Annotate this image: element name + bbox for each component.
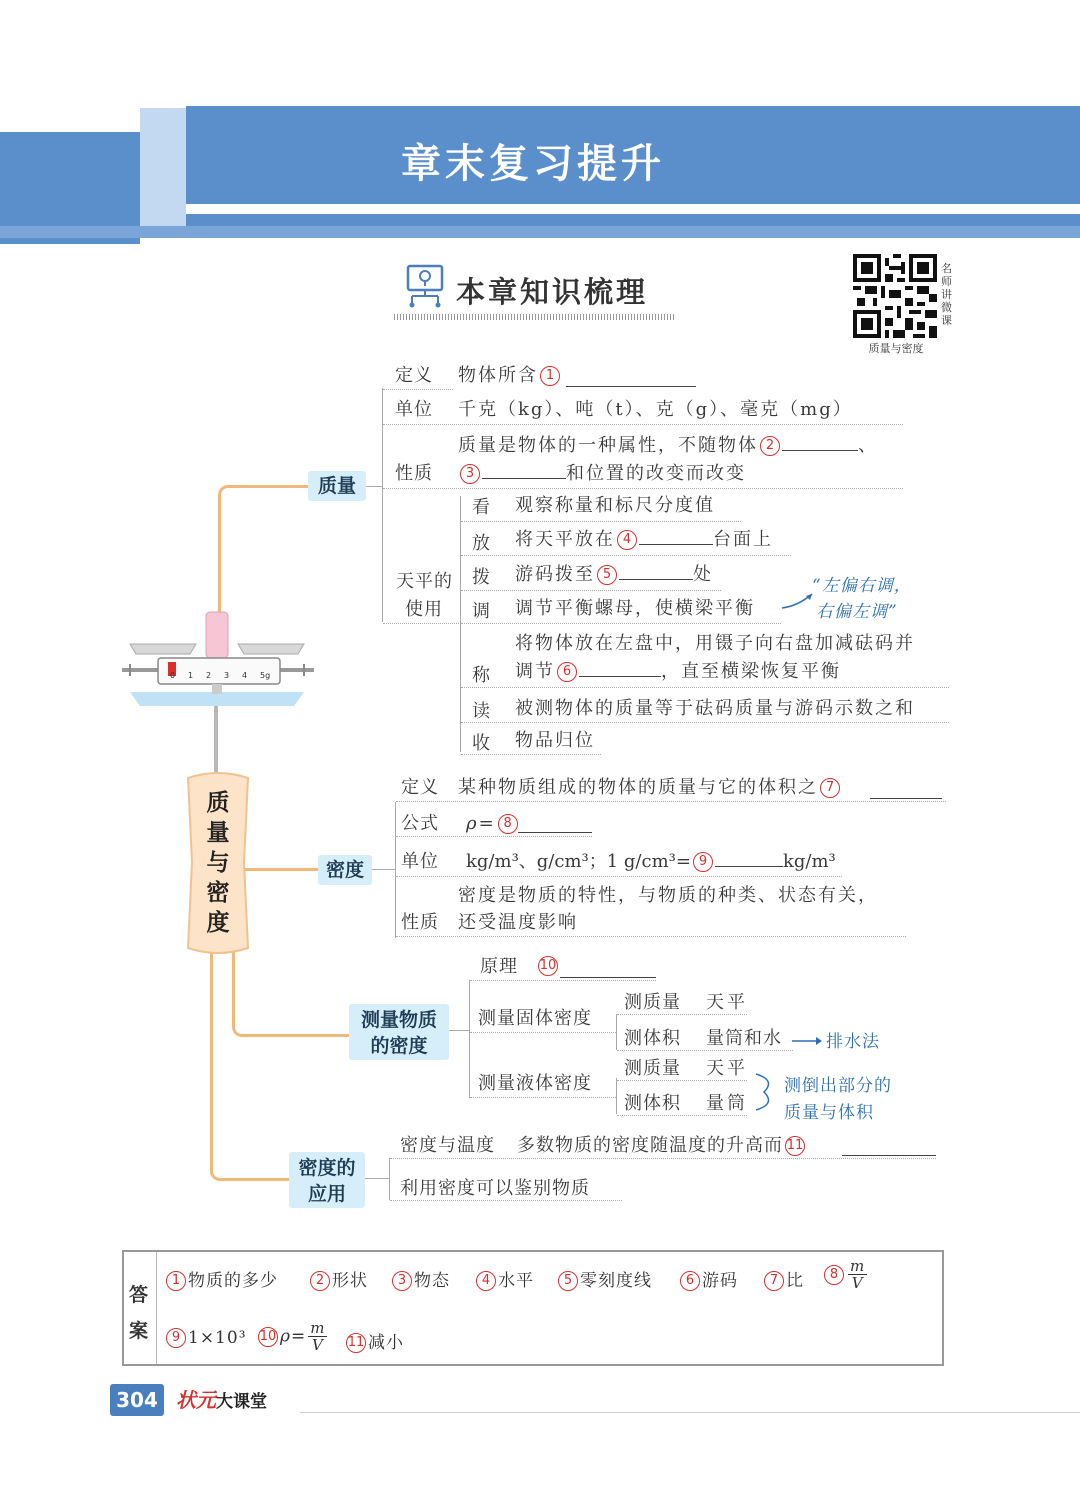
answer-4: 4 水平 bbox=[474, 1266, 534, 1291]
measure-liquid: 测量液体密度 bbox=[478, 1073, 592, 1094]
note-balance-2: 右偏左调” bbox=[816, 602, 898, 622]
density-prop-key: 性质 bbox=[401, 912, 439, 933]
step-slide-text: 游码拨至 5 处 bbox=[515, 564, 713, 585]
page-title: 章末复习提升 bbox=[401, 141, 665, 187]
branch-mass bbox=[218, 485, 313, 618]
answer-2: 2 形状 bbox=[308, 1266, 368, 1291]
footer-rule bbox=[300, 1412, 1080, 1413]
liquid-mass-key: 测质量 bbox=[624, 1058, 681, 1079]
step-slide-key: 拨 bbox=[472, 567, 491, 588]
scale-tick-3: 3 bbox=[224, 671, 230, 680]
liquid-balance: 天平 bbox=[706, 1058, 748, 1079]
center-label: 质量与密度 bbox=[206, 790, 230, 936]
application-temp-text: 多数物质的密度随温度的升高而 11 bbox=[517, 1135, 804, 1156]
note-arrow bbox=[780, 590, 816, 612]
node-measure-line2: 的密度 bbox=[370, 1035, 428, 1057]
step-look-key: 看 bbox=[472, 497, 491, 518]
answer-1: 1 物质的多少 bbox=[164, 1266, 278, 1291]
node-mass[interactable]: 质量 bbox=[308, 471, 366, 501]
node-application-line1: 密度的 bbox=[298, 1157, 356, 1179]
scale-tick-4: 4 bbox=[242, 671, 248, 680]
application-bracket bbox=[389, 1158, 390, 1200]
solid-volume-key: 测体积 bbox=[624, 1028, 681, 1049]
mass-unit-text: 千克（kg）、吨（t）、克（g）、毫克（mg） bbox=[458, 399, 853, 420]
measure-principle-key: 原理 bbox=[480, 956, 518, 977]
liquid-cylinder: 量筒 bbox=[706, 1093, 748, 1114]
density-unit-key: 单位 bbox=[401, 851, 439, 872]
central-stem bbox=[214, 706, 218, 772]
blank-10[interactable] bbox=[560, 977, 656, 978]
step-weigh-line2: 调节 6 ，直至横梁恢复平衡 bbox=[515, 661, 841, 682]
node-density[interactable]: 密度 bbox=[318, 855, 372, 885]
answer-6: 6 游码 bbox=[678, 1266, 738, 1291]
answer-8: 8 $\frac{m}{V}$ bbox=[822, 1258, 869, 1291]
answer-5: 5 零刻度线 bbox=[556, 1266, 652, 1291]
mass-prop-key: 性质 bbox=[395, 463, 433, 484]
answer-3: 3 物态 bbox=[390, 1266, 450, 1291]
step-adjust-text: 调节平衡螺母，使横梁平衡 bbox=[515, 598, 755, 619]
note-liquid-2: 质量与体积 bbox=[784, 1103, 874, 1123]
mass-def-text: 物体所含 1 bbox=[458, 364, 562, 388]
step-adjust-key: 调 bbox=[472, 601, 491, 622]
density-formula-key: 公式 bbox=[401, 813, 439, 834]
step-store-text: 物品归位 bbox=[515, 730, 595, 751]
page-number: 304 bbox=[110, 1384, 164, 1416]
step-read-key: 读 bbox=[472, 701, 491, 722]
density-def-text: 某种物质组成的物体的质量与它的体积之 7 bbox=[458, 776, 842, 800]
blank-7[interactable] bbox=[870, 798, 942, 799]
liquid-volume-key: 测体积 bbox=[624, 1093, 681, 1114]
blank-11[interactable] bbox=[842, 1155, 936, 1156]
node-application-line2: 应用 bbox=[307, 1183, 346, 1205]
answer-label-1: 答 bbox=[129, 1284, 149, 1306]
application-temp-key: 密度与温度 bbox=[400, 1135, 495, 1156]
section-title-underline bbox=[394, 314, 676, 320]
density-unit-text: kg/m³、g/cm³；1 g/cm³= 9 kg/m³ bbox=[466, 851, 836, 872]
step-store-key: 收 bbox=[472, 733, 491, 754]
density-prop-line1: 密度是物质的特性，与物质的种类、状态有关， bbox=[458, 885, 878, 906]
scale-tick-5: 5g bbox=[260, 671, 271, 680]
node-application[interactable] bbox=[289, 1152, 365, 1208]
section-title-icon bbox=[404, 264, 446, 308]
step-weigh-line1: 将物体放在左盘中，用镊子向右盘加减砝码并 bbox=[515, 633, 915, 654]
blank-1[interactable] bbox=[566, 386, 696, 387]
step-place-text: 将天平放在 4 台面上 bbox=[515, 529, 773, 550]
blank-8[interactable] bbox=[518, 832, 592, 833]
qr-side-text: 名师讲微课 bbox=[941, 262, 952, 327]
step-place-key: 放 bbox=[472, 533, 491, 554]
balance-illustration bbox=[118, 606, 318, 712]
answer-10: 10 ρ= $\frac{m}{V}$ bbox=[259, 1319, 326, 1354]
node-measure-line1: 测量物质 bbox=[360, 1009, 437, 1031]
balance-key-2: 使用 bbox=[405, 599, 443, 620]
note-liquid-brace bbox=[752, 1070, 780, 1114]
step-look-text: 观察称量和标尺分度值 bbox=[515, 495, 715, 516]
note-liquid-1: 测倒出部分的 bbox=[784, 1076, 892, 1096]
balance-key-1: 天平的 bbox=[396, 571, 453, 592]
qr-caption: 质量与密度 bbox=[868, 342, 924, 355]
answer-label-2: 案 bbox=[129, 1320, 149, 1342]
scale-tick-2: 2 bbox=[206, 671, 212, 680]
density-prop-line2: 还受温度影响 bbox=[458, 912, 578, 933]
balance-bracket bbox=[460, 496, 461, 752]
answer-9: 9 1×10³ bbox=[164, 1328, 247, 1348]
answer-7: 7 比 bbox=[762, 1266, 804, 1291]
note-solid: 排水法 bbox=[826, 1032, 880, 1052]
application-identify: 利用密度可以鉴别物质 bbox=[400, 1178, 590, 1199]
branch-density bbox=[238, 868, 318, 871]
solid-balance: 天平 bbox=[706, 992, 748, 1013]
mass-prop-line1: 质量是物体的一种属性，不随物体 2 、 bbox=[458, 435, 878, 456]
density-def-key: 定义 bbox=[401, 777, 439, 798]
mass-prop-line2: 3 和位置的改变而改变 bbox=[458, 462, 746, 486]
scale-tick-0: 0 bbox=[170, 671, 176, 680]
measure-solid: 测量固体密度 bbox=[478, 1008, 592, 1029]
solid-mass-key: 测质量 bbox=[624, 992, 681, 1013]
mass-def-key: 定义 bbox=[395, 365, 433, 386]
density-formula-text: ρ= 8 bbox=[466, 812, 520, 836]
note-balance-1: “左偏右调， bbox=[812, 576, 912, 596]
section-title: 本章知识梳理 bbox=[456, 275, 649, 309]
density-bracket bbox=[395, 802, 396, 938]
branch-application bbox=[210, 952, 291, 1181]
node-measure[interactable] bbox=[349, 1004, 449, 1060]
measure-bracket bbox=[469, 980, 470, 1098]
center-node[interactable] bbox=[186, 772, 250, 954]
solid-cylinder-water: 量筒和水 bbox=[706, 1028, 782, 1049]
mass-unit-key: 单位 bbox=[395, 399, 433, 420]
step-read-text: 被测物体的质量等于砝码质量与游码示数之和 bbox=[515, 698, 915, 719]
qr-code[interactable] bbox=[853, 254, 937, 338]
scale-tick-1: 1 bbox=[188, 671, 194, 680]
answer-11: 11 减小 bbox=[347, 1333, 404, 1353]
step-weigh-key: 称 bbox=[472, 665, 491, 686]
brand-logo: 状元大课堂 bbox=[176, 1388, 267, 1412]
note-solid-arrow bbox=[792, 1032, 824, 1044]
